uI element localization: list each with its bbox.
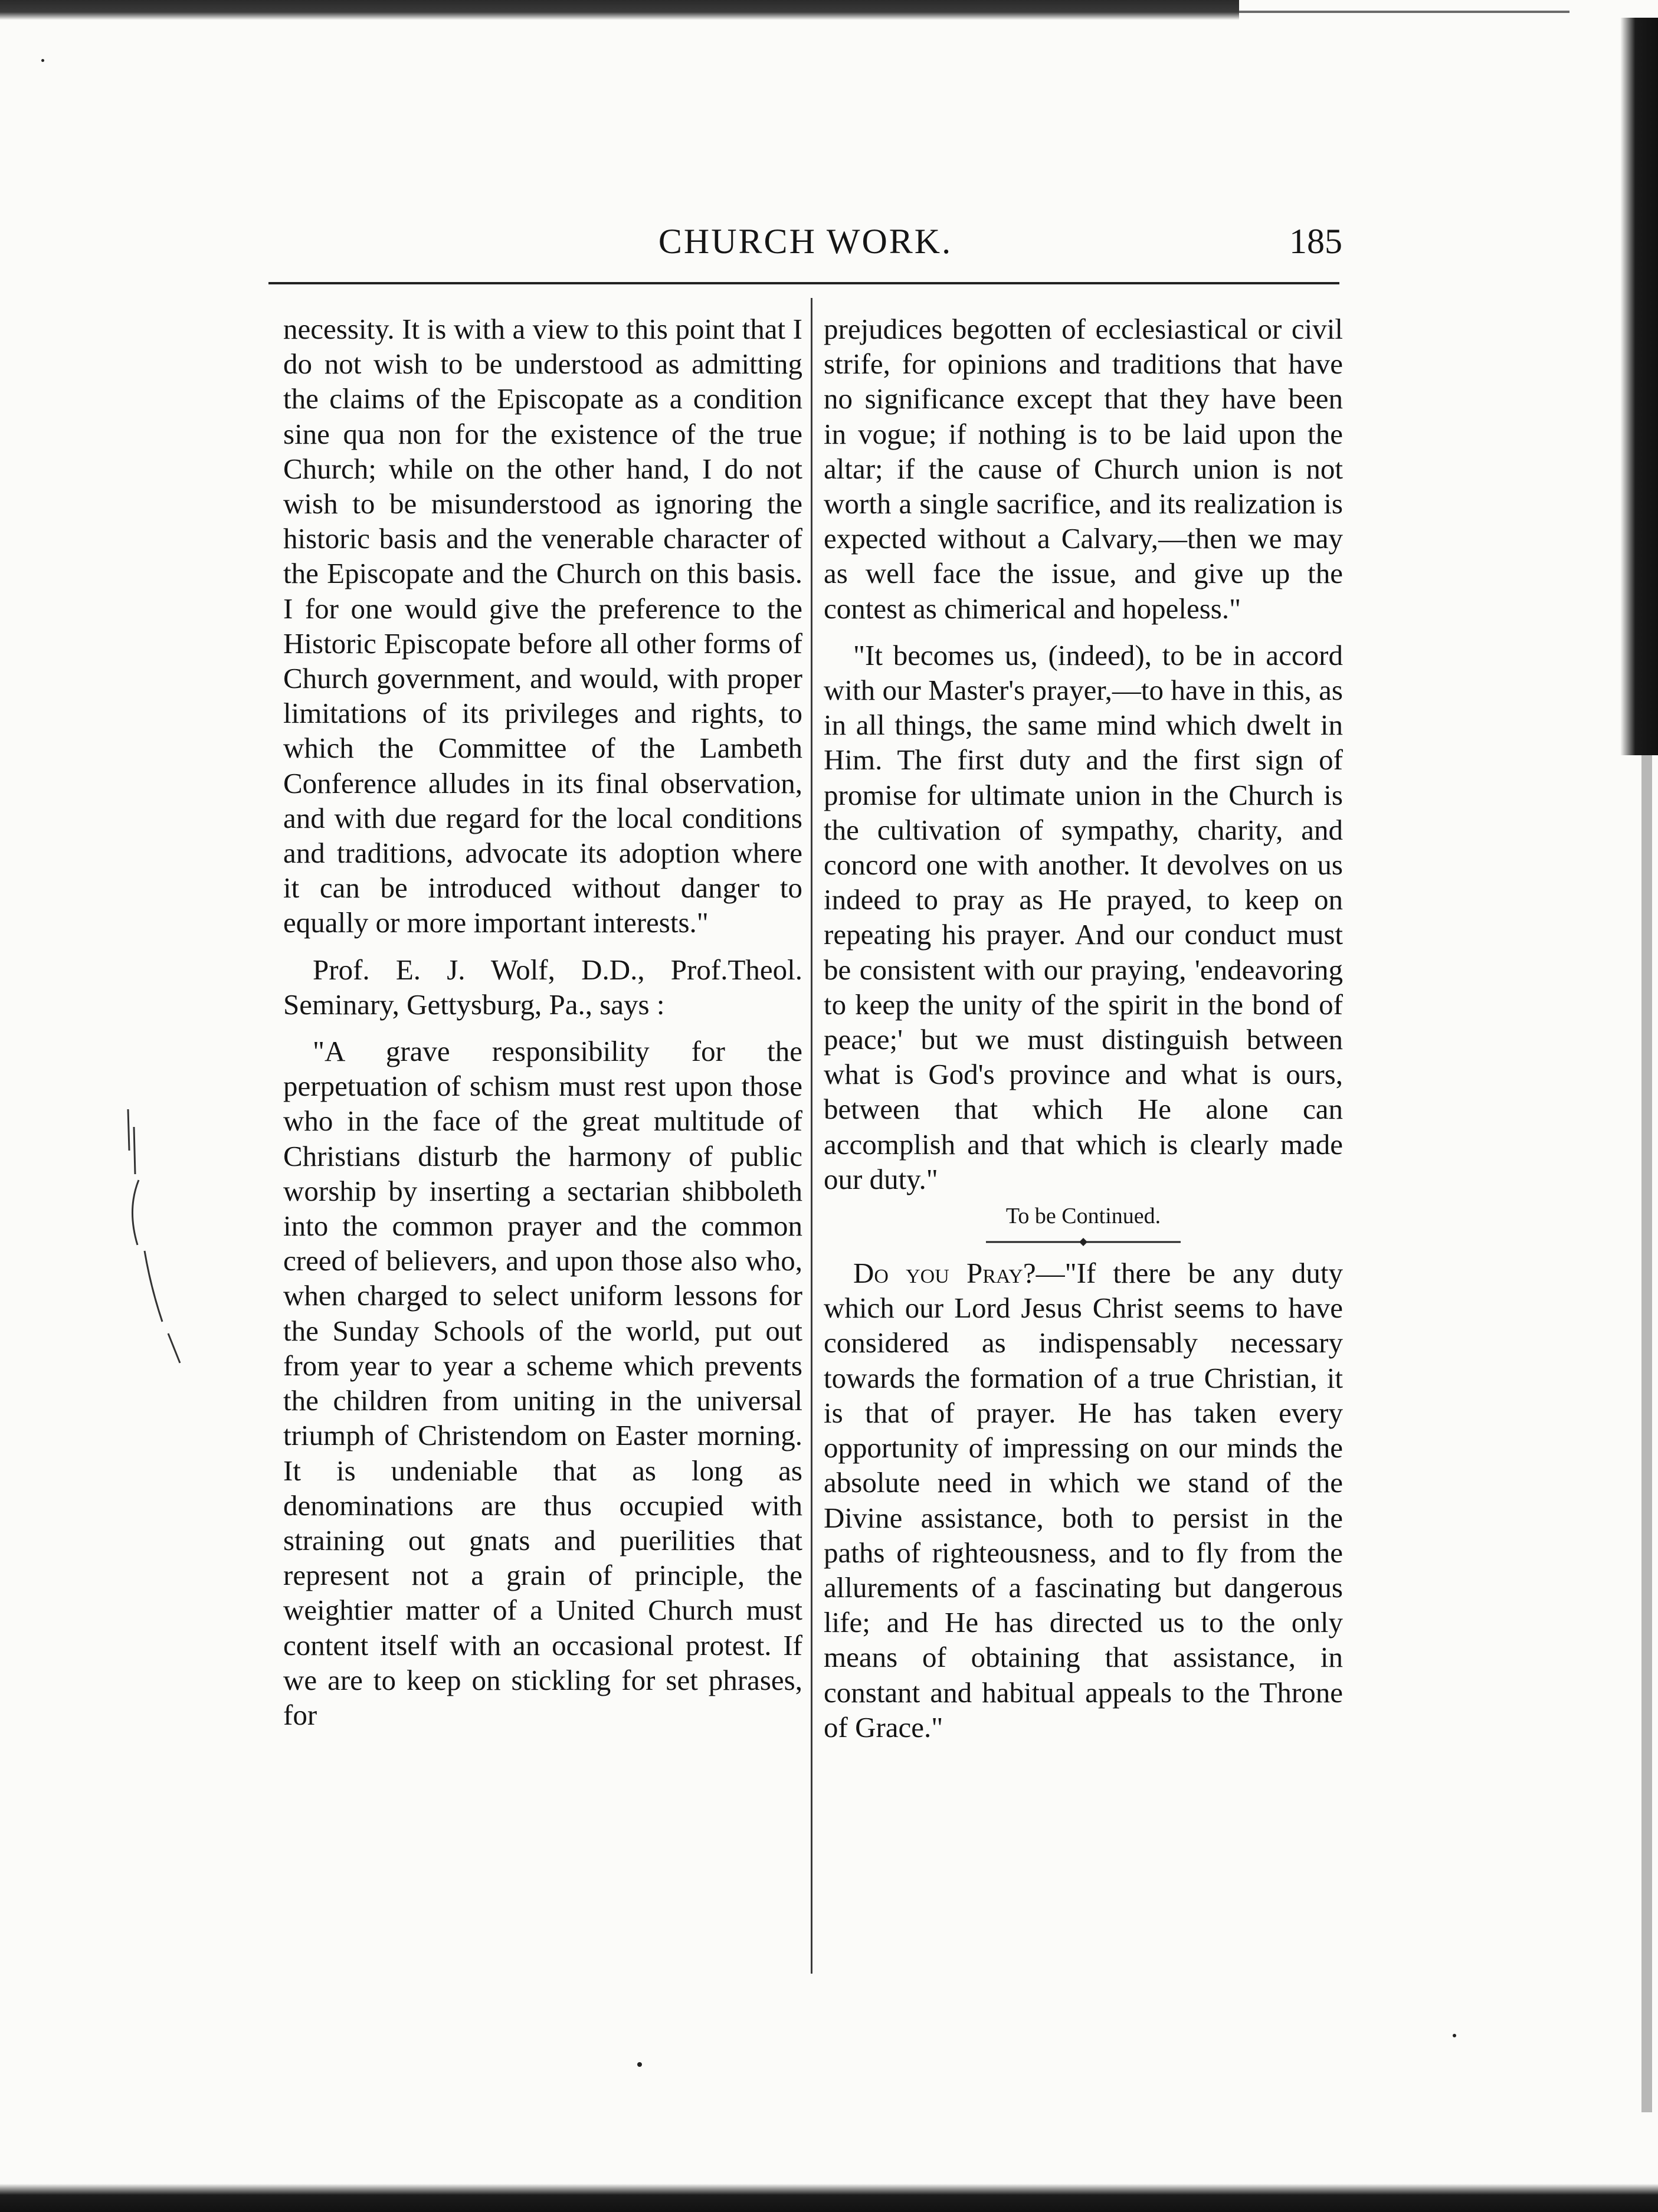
margin-pencil-marks bbox=[121, 1109, 186, 1369]
scan-speck bbox=[1453, 2034, 1456, 2037]
quote-paragraph: "It becomes us, (indeed), to be in accord with our Master's prayer,—to have in this, as in all things, the same mind which dwelt in Him. The first duty and the first sign of promise for ultimate union in the Church is the cultivation of sympathy, charity, and concord one with another. It devolves on us indeed to pray as He prayed, to keep on repeating his prayer. And our conduct must be consistent with our praying, 'endeavoring to keep the unity of the spirit in the bond of peace;' but we must distinguish between what is God's province and what is ours, between that which He alone can accomplish and that which is clearly made our duty." bbox=[824, 638, 1343, 1195]
attribution-paragraph: Prof. E. J. Wolf, D.D., Prof.Theol. Seminary, Gettysburg, Pa., says : bbox=[283, 953, 802, 1021]
scan-edge-top bbox=[0, 0, 1239, 20]
article-lead: Do you Pray? bbox=[853, 1257, 1036, 1290]
page-number: 185 bbox=[1289, 222, 1342, 261]
paragraph: necessity. It is with a view to this point that I do not wish to be understood as admitting the claims of the Episcopate as a condition sine qua non for the existence of the true Church; while on the other hand, I do not wish to be misunderstood as ignoring the historic basis and the venerable character of the Episcopate and the Church on this basis. I for one would give the preference to the Historic Episcopate before all other forms of Church government, and would, with proper limitations of its privileges and rights, to which the Committee of the Lambeth Conference alludes in its final observation, and with due regard for the local conditions and traditions, advocate its adoption where it can be introduced without danger to equally or more important interests." bbox=[283, 313, 802, 939]
article-paragraph bbox=[824, 1256, 1343, 1745]
right-column bbox=[824, 312, 1343, 1745]
left-column bbox=[283, 312, 802, 1732]
page-title: CHURCH WORK. bbox=[658, 222, 953, 261]
scan-speck bbox=[637, 2062, 642, 2067]
column-divider bbox=[811, 298, 812, 1974]
scan-edge-right bbox=[1620, 18, 1658, 755]
header-rule bbox=[268, 282, 1339, 284]
running-head bbox=[268, 221, 1342, 268]
quote-paragraph: "A grave responsibility for the perpetuation of schism must rest upon those who in the face of the great multitude of Christians disturb the harmony of public worship by inserting a sectarian shibboleth into the common prayer and the common creed of believers, and upon those also who, when charged to select uniform lessons for the Sunday Schools of the world, put out from year to year a scheme which prevents the children from uniting in the universal triumph of Christendom on Easter morning. It is undeniable that as long as denominations are thus occupied with straining out gnats and puerilities that represent not a grain of principle, the weightier matter of a United Church must content itself with an occasional protest. If we are to keep on stickling for set phrases, for bbox=[283, 1035, 802, 1731]
scan-speck bbox=[41, 59, 44, 62]
article-text: —"If there be any duty which our Lord Jesus Christ seems to have considered as indispensably necessary towards the formation of a true Christian, it is that of prayer. He has taken every opportunity of impressing on our minds the absolute need in which we stand of the Divine assistance, both to persist in the paths of righteousness, and to fly from the allurements of a fascinating but dangerous life; and He has directed us to the only means of obtaining that assistance, in constant and habitual appeals to the Throne of Grace." bbox=[824, 1257, 1343, 1744]
scan-edge-bottom bbox=[0, 2184, 1658, 2212]
continued-note: To be Continued. bbox=[1005, 1204, 1161, 1229]
ornament-rule bbox=[986, 1237, 1181, 1247]
scan-edge-top-line bbox=[1239, 11, 1569, 13]
paragraph: prejudices begotten of ecclesiastical or civil strife, for opinions and traditions that have no significance except that they have been in vogue; if nothing is to be laid upon the altar; if the cause of Church union is not worth a single sacrifice, and its realization is expected without a Calvary,—then we may as well face the issue, and give up the contest as chimerical and hopeless." bbox=[824, 313, 1343, 625]
scan-edge-right-shadow bbox=[1641, 755, 1652, 2112]
